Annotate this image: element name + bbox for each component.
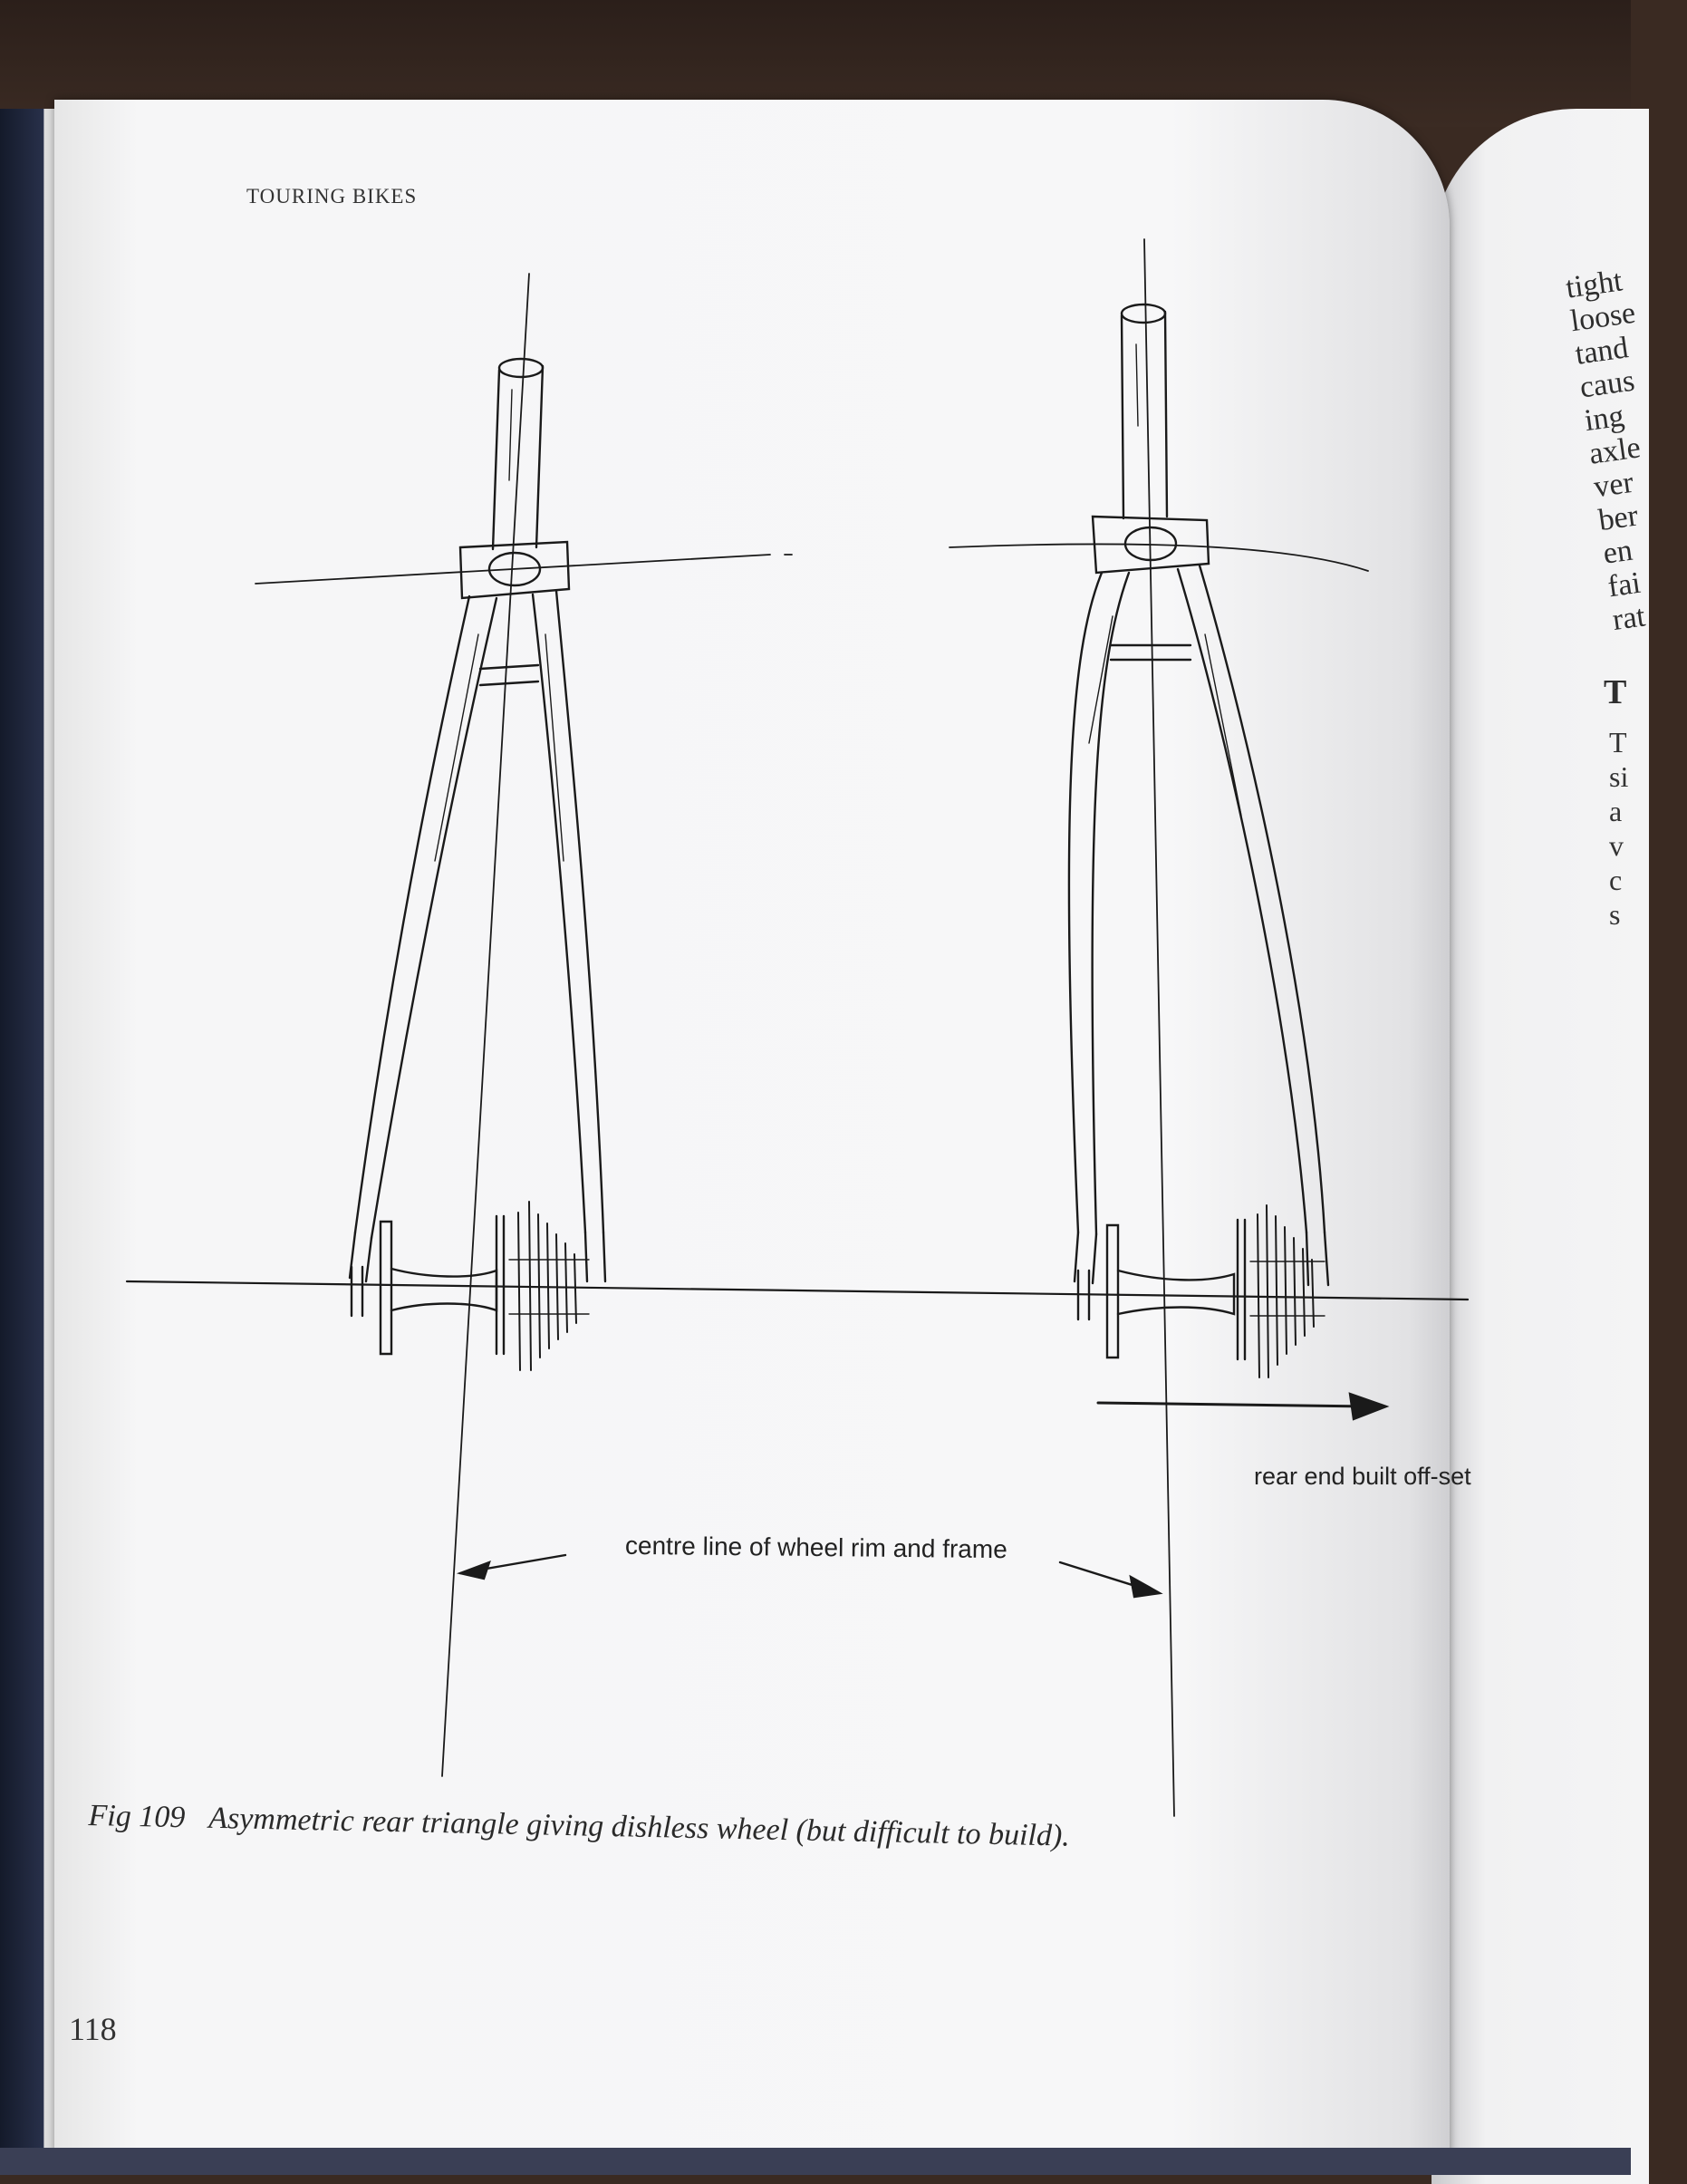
facing-line: a xyxy=(1609,795,1623,827)
centre-line-label: centre line of wheel rim and frame xyxy=(624,1531,1007,1564)
facing-page-text-2 xyxy=(1609,725,1628,932)
running-head: TOURING BIKES xyxy=(246,185,418,208)
facing-line: c xyxy=(1609,864,1623,896)
facing-line: caus xyxy=(1577,363,1637,405)
facing-line: ver xyxy=(1591,465,1636,505)
facing-line: fai xyxy=(1605,565,1644,604)
caption-text: Asymmetric rear triangle giving dishless wheel (but difficult to build). xyxy=(207,1801,1071,1853)
page-number: 118 xyxy=(69,2011,117,2047)
facing-line: tight xyxy=(1564,264,1624,305)
offset-label: rear end built off-set xyxy=(1254,1463,1471,1490)
facing-line: si xyxy=(1609,760,1629,793)
facing-line: ber xyxy=(1596,498,1641,538)
offset-frame xyxy=(950,239,1386,1816)
facing-line: axle xyxy=(1586,430,1643,471)
figure-number: Fig 109 xyxy=(88,1799,186,1835)
facing-line: s xyxy=(1609,898,1621,931)
facing-line: T xyxy=(1609,726,1627,759)
facing-line: loose xyxy=(1568,295,1638,339)
facing-line: tand xyxy=(1573,331,1631,372)
facing-line: rat xyxy=(1610,599,1648,638)
facing-heading: T xyxy=(1604,673,1627,711)
facing-line: ing xyxy=(1582,399,1626,439)
facing-line: v xyxy=(1609,829,1624,862)
facing-line: en xyxy=(1601,533,1635,571)
